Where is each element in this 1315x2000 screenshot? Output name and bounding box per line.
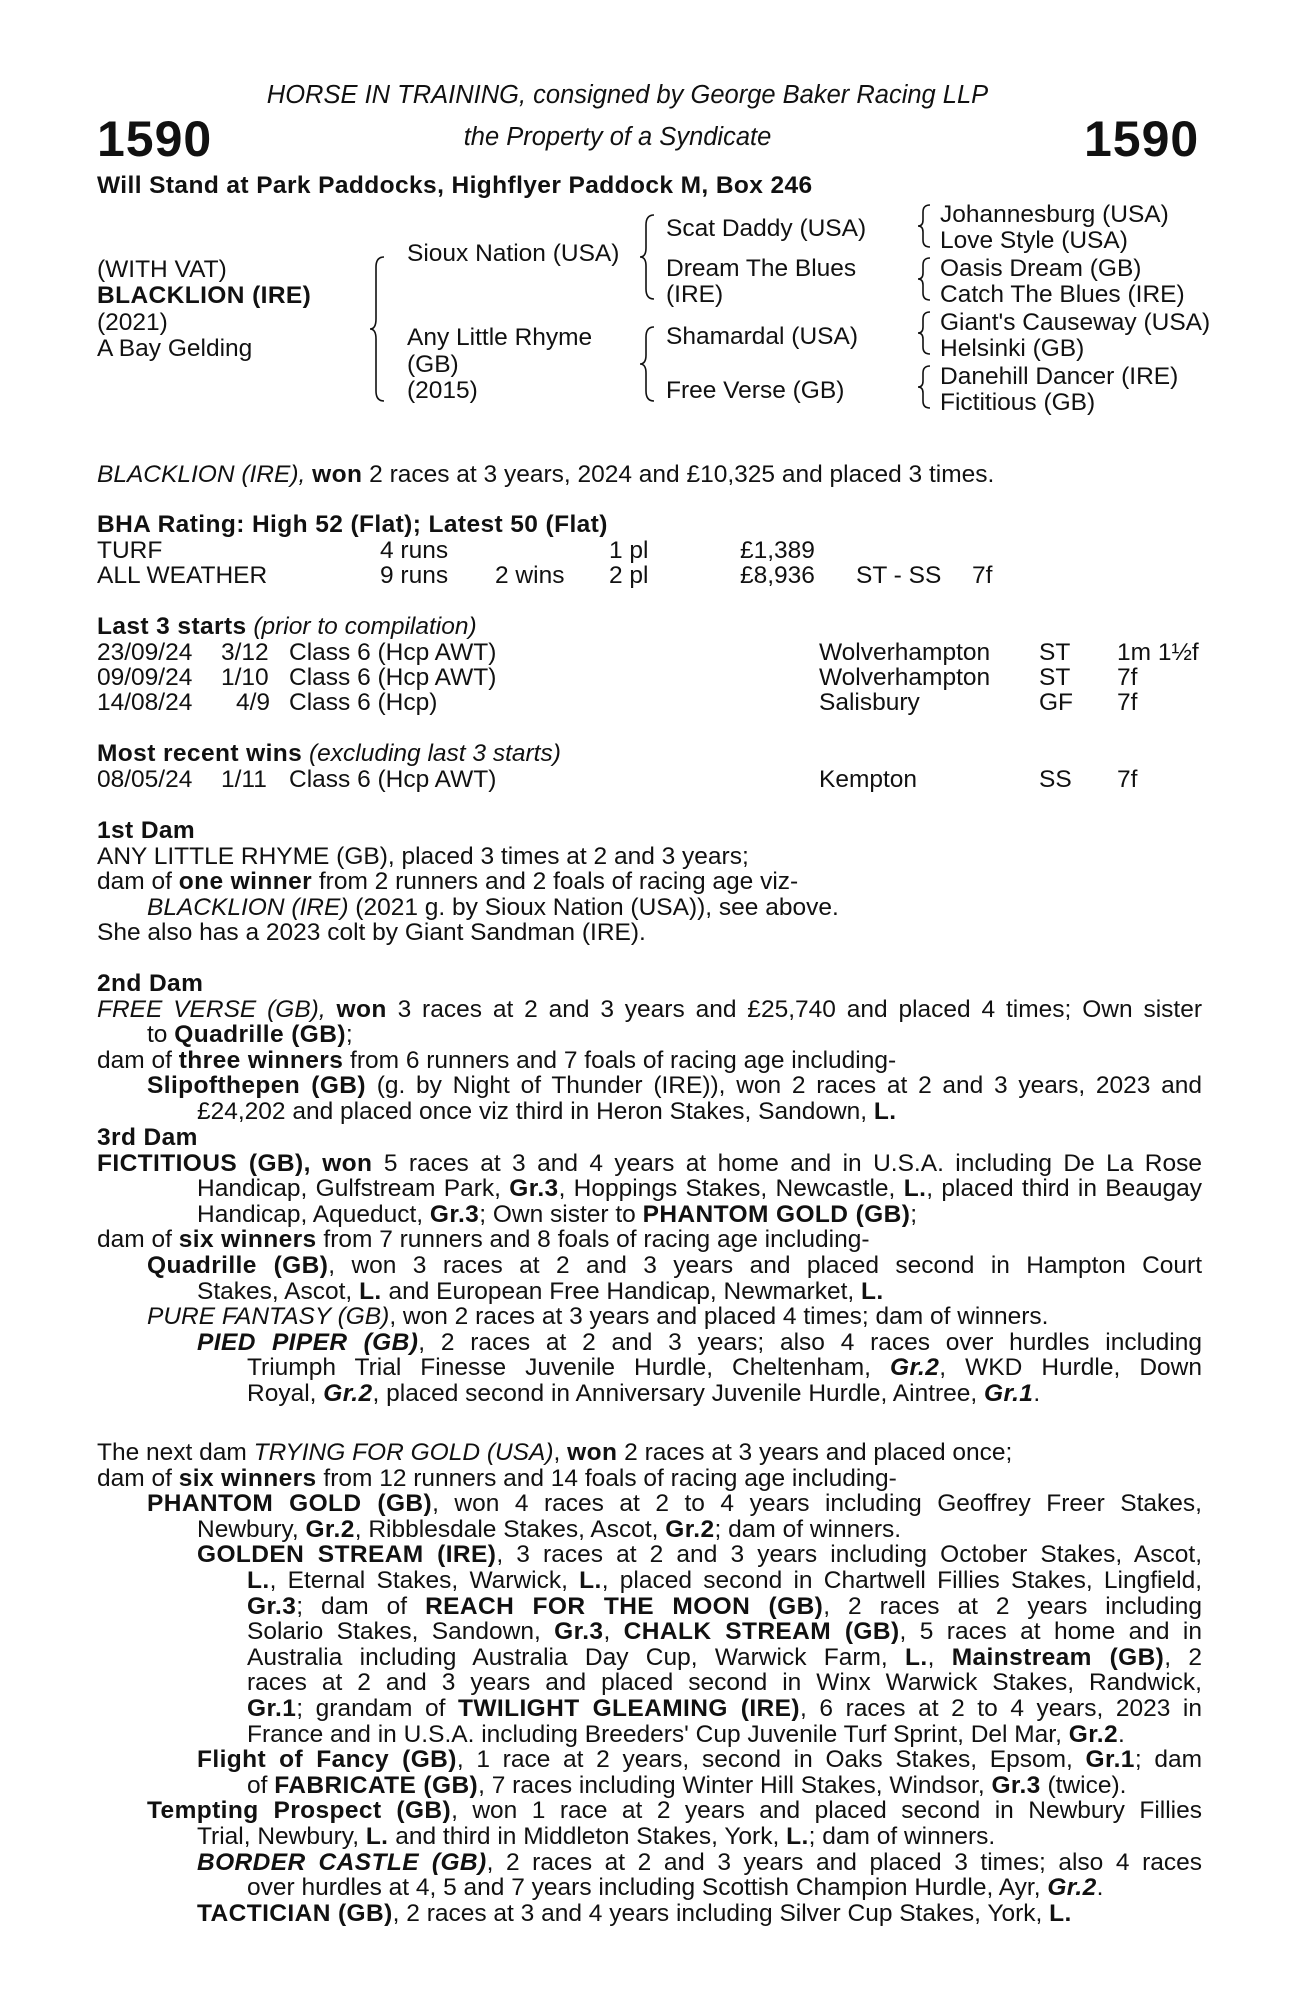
next-dam-line xyxy=(97,1517,1202,1543)
t: Newbury, xyxy=(197,1515,306,1543)
next-dam-line xyxy=(97,1645,1202,1671)
t: CHALK STREAM (GB) xyxy=(623,1618,900,1646)
runs: 4 runs xyxy=(380,537,449,564)
t: TRYING FOR GOLD (USA) xyxy=(253,1439,554,1466)
dam-sire: Shamardal (USA) xyxy=(666,323,858,350)
race-class: Class 6 (Hcp AWT) xyxy=(289,639,497,666)
t: over hurdles at 4, 5 and 7 years including Scottish Champion Hurdle, Ayr, xyxy=(247,1874,1048,1902)
next-dam-line xyxy=(97,1696,1202,1722)
t: ; Own sister to xyxy=(479,1200,643,1228)
t: from 2 runners and 2 foals of racing age viz- xyxy=(312,868,799,896)
t: Handicap, Aqueduct, xyxy=(197,1200,430,1228)
summary-name: BLACKLION (IRE), xyxy=(97,461,306,488)
gen3-5: Giant's Causeway (USA) xyxy=(940,309,1211,336)
lot-number-left: 1590 xyxy=(97,111,213,167)
t: , won 4 races at 2 to 4 years including Geoffrey Freer Stakes, xyxy=(432,1490,1202,1518)
first-dam-line: She also has a 2023 colt by Giant Sandman (IRE). xyxy=(97,919,646,947)
start-row xyxy=(97,640,1217,666)
t: to xyxy=(147,1021,175,1049)
next-dam-line xyxy=(97,1901,1202,1927)
gen3-3: Oasis Dream (GB) xyxy=(940,255,1142,282)
t: Gr.3 xyxy=(554,1618,604,1646)
next-dam-line xyxy=(97,1773,1202,1799)
gen3-1: Johannesburg (USA) xyxy=(940,201,1169,228)
going: ST - SS xyxy=(856,562,942,589)
next-dam-line xyxy=(97,1850,1202,1876)
distance: 1m 1½f xyxy=(1117,639,1199,666)
t: Trial, Newbury, xyxy=(197,1822,366,1850)
going: GF xyxy=(1039,689,1074,716)
second-dam-line xyxy=(97,1022,1202,1048)
next-dam-section xyxy=(97,1440,1202,1926)
next-dam-line xyxy=(97,1491,1202,1517)
t: , won 2 races at 3 years and placed 4 times; dam of winners. xyxy=(389,1303,1049,1331)
t: , 7 races including Winter Hill Stakes, Windsor, xyxy=(478,1771,992,1799)
t: L. xyxy=(359,1277,382,1305)
t: PURE FANTASY (GB) xyxy=(147,1303,390,1331)
t: , won 1 race at 2 years and placed second in Newbury Fillies xyxy=(451,1797,1203,1825)
date: 23/09/24 xyxy=(97,639,193,666)
t: , 1 race at 2 years, second in Oaks Stakes, Epsom, xyxy=(456,1746,1086,1774)
rating-title: BHA Rating: High 52 (Flat); Latest 50 (Flat) xyxy=(97,511,608,538)
t: ; xyxy=(345,1021,353,1049)
next-dam-line xyxy=(97,1466,1202,1492)
t: , 2 races at 2 and 3 years and placed 3 times; also 4 races xyxy=(486,1848,1202,1876)
t: . xyxy=(1118,1720,1125,1748)
t: Gr.2 xyxy=(1047,1874,1097,1902)
t: BORDER CASTLE (GB) xyxy=(197,1848,487,1876)
third-dam-line xyxy=(97,1355,1202,1381)
t: Gr.2 xyxy=(305,1515,355,1543)
t: 3 races at 2 and 3 years and £25,740 and placed 4 times; Own sister xyxy=(397,995,1202,1023)
t: (twice). xyxy=(1040,1771,1127,1799)
vat-label: (WITH VAT) xyxy=(97,256,227,283)
dam-bracket xyxy=(640,325,660,405)
first-dam-section xyxy=(97,818,1202,946)
placed: 2 pl xyxy=(609,562,649,589)
recent-wins-heading xyxy=(97,741,561,767)
next-dam-line xyxy=(97,1568,1202,1594)
t: Gr.3 xyxy=(247,1592,297,1620)
dam-name-1: Any Little Rhyme xyxy=(407,324,593,351)
start-row xyxy=(97,690,1217,716)
sire-dam-2: (IRE) xyxy=(666,281,724,308)
third-dam-line xyxy=(97,1381,1202,1407)
t: France and in U.S.A. including Breeders' Cup Juvenile Turf Sprint, Del Mar, xyxy=(247,1720,1069,1748)
course: Wolverhampton xyxy=(819,664,991,691)
gen3-7: Danehill Dancer (IRE) xyxy=(940,363,1179,390)
t: GOLDEN STREAM (IRE) xyxy=(197,1541,497,1569)
start-row xyxy=(97,665,1217,691)
rating-row-turf xyxy=(97,538,1217,564)
race-class: Class 6 (Hcp AWT) xyxy=(289,664,497,691)
next-dam-line xyxy=(97,1747,1202,1773)
t: six winners xyxy=(178,1464,317,1492)
first-dam-line: ANY LITTLE RHYME (GB), placed 3 times at 2 and 3 years; xyxy=(97,842,749,870)
t: , 6 races at 2 to 4 years, 2023 in xyxy=(799,1694,1203,1722)
t: L. xyxy=(579,1566,602,1594)
gen3-bracket-2 xyxy=(918,256,934,302)
third-dam-line xyxy=(97,1330,1202,1356)
t: , placed third in Beaugay xyxy=(926,1175,1203,1203)
prize: £8,936 xyxy=(740,562,815,589)
t: FABRICATE (GB) xyxy=(274,1771,479,1799)
recent-wins-title: Most recent wins xyxy=(97,740,303,767)
second-dam-title: 2nd Dam xyxy=(97,970,204,997)
consignment-line: HORSE IN TRAINING, consigned by George Baker Racing LLP xyxy=(266,81,989,109)
t: Australia including Australia Day Cup, Warwick Farm, xyxy=(247,1643,906,1671)
t: L. xyxy=(247,1566,270,1594)
t: won xyxy=(322,1149,373,1177)
course: Kempton xyxy=(819,766,918,793)
surface: TURF xyxy=(97,537,163,564)
t: Quadrille (GB) xyxy=(147,1251,329,1279)
third-dam-line xyxy=(97,1176,1202,1202)
t: ; xyxy=(910,1200,918,1228)
t: dam of xyxy=(97,1464,179,1492)
location-line: Will Stand at Park Paddocks, Highflyer Paddock M, Box 246 xyxy=(97,172,813,199)
horse-name: BLACKLION (IRE) xyxy=(97,282,312,309)
t: from 12 runners and 14 foals of racing age including- xyxy=(316,1464,897,1492)
race-class: Class 6 (Hcp AWT) xyxy=(289,766,497,793)
t: won xyxy=(336,995,387,1023)
t: , Hoppings Stakes, Newcastle, xyxy=(558,1175,896,1203)
t: L. xyxy=(786,1822,809,1850)
t: Gr.3 xyxy=(991,1771,1041,1799)
t: FREE VERSE (GB), xyxy=(97,995,326,1023)
t: Gr.2 xyxy=(665,1515,715,1543)
t: Quadrille (GB) xyxy=(174,1021,346,1049)
t: PHANTOM GOLD (GB) xyxy=(147,1490,433,1518)
win-row xyxy=(97,767,1217,793)
t: Solario Stakes, Sandown, xyxy=(247,1618,555,1646)
t: , xyxy=(553,1439,568,1466)
t: Royal, xyxy=(247,1379,324,1407)
sire-dam-1: Dream The Blues xyxy=(666,255,857,282)
dam-dam: Free Verse (GB) xyxy=(666,377,845,404)
gen3-4: Catch The Blues (IRE) xyxy=(940,281,1185,308)
t: L. xyxy=(365,1822,389,1850)
distance: 7f xyxy=(1117,766,1138,793)
t: won xyxy=(567,1439,618,1466)
t: , WKD Hurdle, Down xyxy=(939,1354,1202,1382)
position: 1/11 xyxy=(221,766,267,793)
third-dam-section xyxy=(97,1125,1202,1407)
rating-row-aw xyxy=(97,563,1217,589)
last-starts-heading xyxy=(97,614,477,640)
t: Gr.1 xyxy=(1085,1746,1135,1774)
sire-sire: Scat Daddy (USA) xyxy=(666,215,867,242)
third-dam-line xyxy=(97,1279,1202,1305)
last-starts-note: (prior to compilation) xyxy=(253,613,477,640)
next-dam-line xyxy=(97,1722,1202,1748)
t: Flight of Fancy (GB) xyxy=(197,1746,457,1774)
prize: £1,389 xyxy=(740,537,815,564)
t: ; grandam of xyxy=(296,1694,458,1722)
pedigree-main-bracket xyxy=(370,255,390,405)
t: ; dam of xyxy=(296,1592,408,1620)
t: and third in Middleton Stakes, York, xyxy=(388,1822,787,1850)
dam-name-2: (GB) xyxy=(407,351,459,378)
t: Stakes, Ascot, xyxy=(197,1277,360,1305)
sire: Sioux Nation (USA) xyxy=(407,240,620,267)
summary-rest: 2 races at 3 years, 2024 and £10,325 and placed 3 times. xyxy=(369,461,995,488)
t: Handicap, Gulfstream Park, xyxy=(197,1175,501,1203)
t: , xyxy=(603,1618,624,1646)
t: ; dam of winners. xyxy=(714,1515,902,1543)
t: , 2 races at 2 and 3 years; also 4 races over hurdles including xyxy=(418,1328,1202,1356)
t: . xyxy=(1033,1379,1041,1407)
t: six winners xyxy=(178,1226,317,1254)
t: FICTITIOUS (GB), xyxy=(97,1149,311,1177)
sire-bracket xyxy=(640,213,660,303)
t: 5 races at 3 and 4 years at home and in U.S.A. including De La Rose xyxy=(383,1149,1203,1177)
t: dam of xyxy=(97,1226,179,1254)
t: ; dam of winners. xyxy=(808,1822,996,1850)
first-dam-title: 1st Dam xyxy=(97,817,196,844)
gen3-bracket-4 xyxy=(918,364,934,410)
second-dam-line xyxy=(97,1099,1202,1125)
t: and European Free Handicap, Newmarket, xyxy=(381,1277,862,1305)
date: 14/08/24 xyxy=(97,689,193,716)
second-dam-line xyxy=(97,997,1202,1023)
t: (g. by Night of Thunder (IRE)), won 2 races at 2 and 3 years, 2023 and xyxy=(376,1072,1202,1100)
recent-wins-note: (excluding last 3 starts) xyxy=(308,740,561,767)
t: , placed second in Chartwell Fillies Stakes, Lingfield, xyxy=(601,1566,1203,1594)
dam-year: (2015) xyxy=(407,377,478,404)
t: PHANTOM GOLD (GB) xyxy=(642,1200,911,1228)
third-dam-line xyxy=(97,1151,1202,1177)
last-starts-title: Last 3 starts xyxy=(97,613,247,640)
t: 2 races at 3 years and placed once; xyxy=(617,1439,1013,1466)
t: TWILIGHT GLEAMING (IRE) xyxy=(458,1694,800,1722)
second-dam-line xyxy=(97,1048,1202,1074)
t: Gr.3 xyxy=(429,1200,480,1228)
gen3-2: Love Style (USA) xyxy=(940,227,1128,254)
second-dam-line xyxy=(97,1073,1202,1099)
going: ST xyxy=(1039,664,1071,691)
t: of xyxy=(247,1771,275,1799)
t: £24,202 and placed once viz third in Heron Stakes, Sandown, xyxy=(197,1097,874,1125)
t: L. xyxy=(903,1175,927,1203)
t: three winners xyxy=(178,1046,344,1074)
third-dam-line xyxy=(97,1227,1202,1253)
t: . xyxy=(1096,1874,1104,1902)
horse-description: A Bay Gelding xyxy=(97,335,253,362)
summary-won: won xyxy=(312,461,363,488)
t: Gr.1 xyxy=(984,1379,1034,1407)
t: , 5 races at home and in xyxy=(899,1618,1202,1646)
t: L. xyxy=(905,1643,928,1671)
t: L. xyxy=(1049,1899,1072,1927)
going: SS xyxy=(1039,766,1072,793)
next-dam-line xyxy=(97,1798,1202,1824)
t: Slipofthepen (GB) xyxy=(147,1072,366,1100)
t: , 2 xyxy=(1164,1643,1202,1671)
t: L. xyxy=(861,1277,884,1305)
date: 09/09/24 xyxy=(97,664,193,691)
t: Gr.2 xyxy=(323,1379,373,1407)
t: , 2 races at 2 years including xyxy=(823,1592,1203,1620)
t: TACTICIAN (GB) xyxy=(197,1899,393,1927)
t: Mainstream (GB) xyxy=(951,1643,1165,1671)
runs: 9 runs xyxy=(380,562,449,589)
distance: 7f xyxy=(1117,664,1138,691)
race-summary xyxy=(97,462,994,488)
t: from 7 runners and 8 foals of racing age including- xyxy=(316,1226,870,1254)
gen3-6: Helsinki (GB) xyxy=(940,335,1085,362)
third-dam-line xyxy=(97,1253,1202,1279)
next-dam-line xyxy=(97,1875,1202,1901)
race-class: Class 6 (Hcp) xyxy=(289,689,438,716)
next-dam-line xyxy=(97,1440,1202,1466)
t: dam of xyxy=(97,1046,179,1074)
gen3-bracket-3 xyxy=(918,310,934,356)
t: one winner xyxy=(178,868,313,896)
t: Tempting Prospect (GB) xyxy=(147,1797,452,1825)
position: 1/10 xyxy=(221,664,269,691)
t: (2021 g. by Sioux Nation (USA)), see above. xyxy=(348,893,839,921)
first-dam-line xyxy=(97,895,1202,921)
date: 08/05/24 xyxy=(97,766,193,793)
position: 4/9 xyxy=(236,689,271,716)
placed: 1 pl xyxy=(609,537,649,564)
third-dam-line xyxy=(97,1304,1202,1330)
property-line: the Property of a Syndicate xyxy=(463,123,772,151)
surface: ALL WEATHER xyxy=(97,562,268,589)
t: REACH FOR THE MOON (GB) xyxy=(425,1592,824,1620)
t: Gr.3 xyxy=(509,1175,559,1203)
t: , placed second in Anniversary Juvenile Hurdle, Aintree, xyxy=(372,1379,985,1407)
t: , Eternal Stakes, Warwick, xyxy=(269,1566,580,1594)
t: Gr.2 xyxy=(1068,1720,1119,1748)
t: , Ribblesdale Stakes, Ascot, xyxy=(354,1515,666,1543)
course: Wolverhampton xyxy=(819,639,991,666)
t: L. xyxy=(873,1097,897,1125)
t: Triumph Trial Finesse Juvenile Hurdle, Cheltenham, xyxy=(247,1354,871,1382)
next-dam-line xyxy=(97,1542,1202,1568)
t: BLACKLION (IRE) xyxy=(147,893,349,921)
gen3-bracket-1 xyxy=(918,203,934,249)
second-dam-section xyxy=(97,971,1202,1125)
t: , won 3 races at 2 and 3 years and placed second in Hampton Court xyxy=(328,1251,1202,1279)
course: Salisbury xyxy=(819,689,920,716)
next-dam-line xyxy=(97,1619,1202,1645)
horse-year: (2021) xyxy=(97,309,168,336)
t: from 6 runners and 7 foals of racing age including- xyxy=(343,1046,897,1074)
distance: 7f xyxy=(1117,689,1138,716)
t: , 3 races at 2 and 3 years including October Stakes, Ascot, xyxy=(496,1541,1203,1569)
t: ; dam xyxy=(1134,1746,1203,1774)
going: ST xyxy=(1039,639,1071,666)
position: 3/12 xyxy=(221,639,269,666)
third-dam-title: 3rd Dam xyxy=(97,1124,198,1151)
next-dam-line xyxy=(97,1824,1202,1850)
t: dam of xyxy=(97,868,179,896)
third-dam-line xyxy=(97,1202,1202,1228)
gen3-8: Fictitious (GB) xyxy=(940,389,1096,416)
t: The next dam xyxy=(97,1439,254,1466)
next-dam-line: races at 2 and 3 years and placed second in Winx Warwick Stakes, Randwick, xyxy=(247,1669,1202,1697)
t: PIED PIPER (GB) xyxy=(197,1328,419,1356)
lot-number-right: 1590 xyxy=(1084,111,1200,167)
t: Gr.1 xyxy=(247,1694,297,1722)
t: Gr.2 xyxy=(890,1354,940,1382)
t: , 2 races at 3 and 4 years including Silver Cup Stakes, York, xyxy=(392,1899,1050,1927)
next-dam-line xyxy=(97,1594,1202,1620)
t: , xyxy=(927,1643,952,1671)
wins: 2 wins xyxy=(495,562,565,589)
distance: 7f xyxy=(972,562,993,589)
first-dam-line xyxy=(97,869,1202,895)
